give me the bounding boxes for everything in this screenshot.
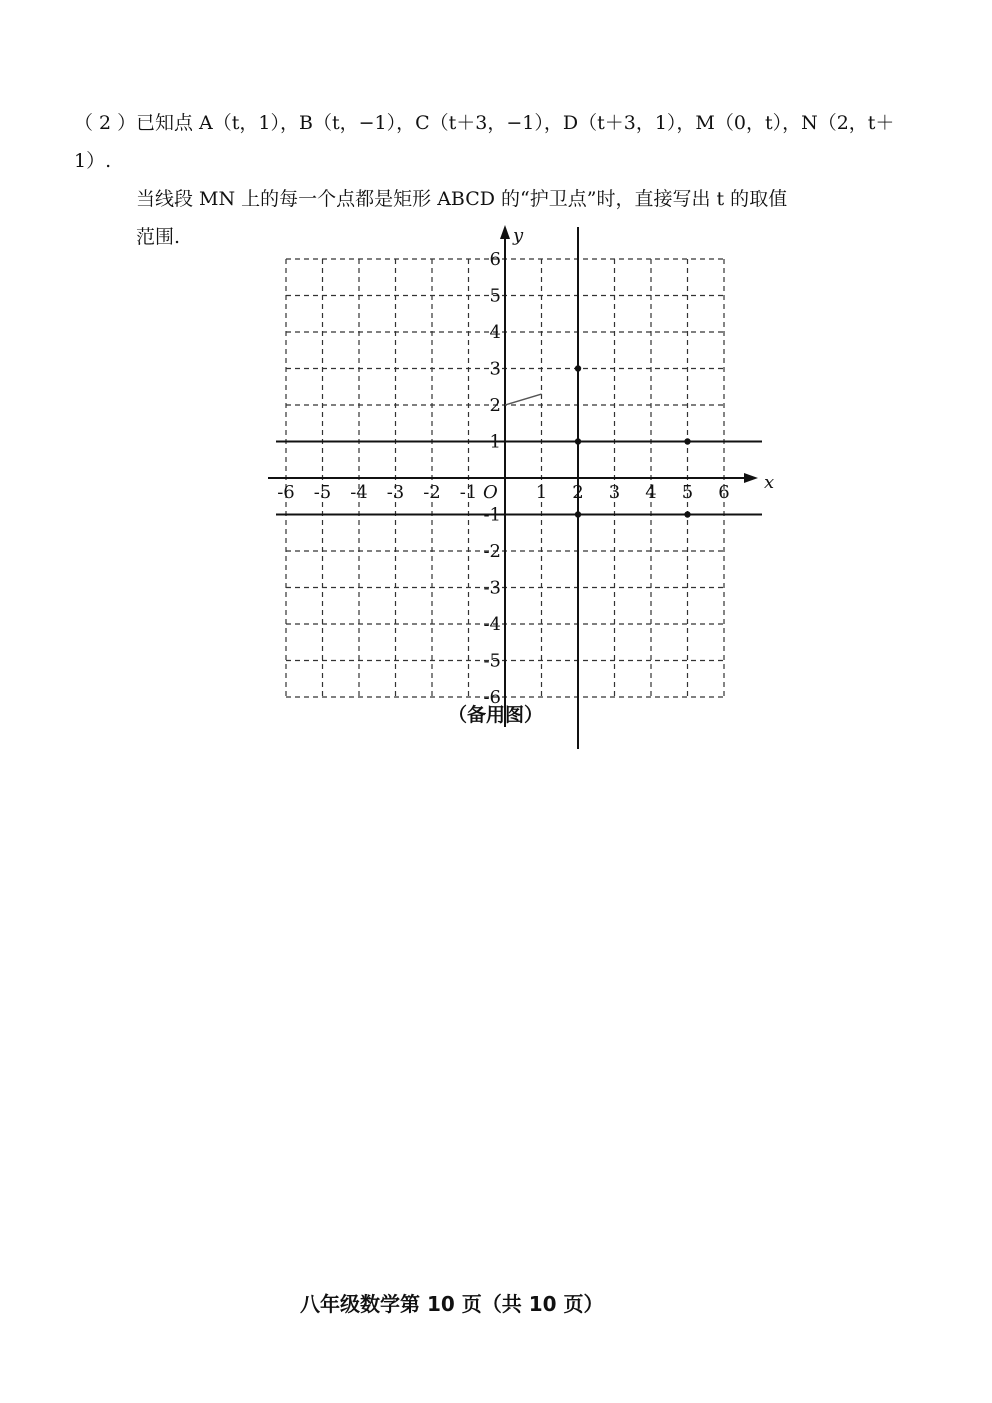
x-tick-label: 6	[718, 482, 730, 503]
y-tick-label: -2	[483, 541, 501, 562]
problem-text	[74, 104, 924, 256]
y-tick-label: -3	[483, 577, 501, 599]
x-tick-label: 1	[535, 482, 548, 503]
y-axis-label: y	[513, 225, 524, 246]
marked-point	[684, 511, 690, 517]
x-tick-label: 2	[572, 482, 584, 503]
marked-point	[684, 438, 690, 444]
x-tick-label: -5	[313, 482, 332, 503]
coordinate-grid	[250, 225, 780, 715]
x-tick-label: 4	[645, 482, 657, 503]
y-tick-label: -4	[483, 614, 501, 635]
y-tick-label: 5	[489, 285, 501, 307]
problem-line-1	[74, 104, 924, 180]
y-tick-label: -5	[483, 650, 501, 672]
x-tick-label: 3	[608, 482, 621, 503]
origin-label: O	[483, 482, 498, 503]
y-tick-label: 4	[489, 322, 501, 343]
y-tick-label: -6	[483, 687, 501, 708]
y-tick-label: 1	[489, 431, 501, 453]
marked-point	[575, 438, 581, 444]
problem-number: （ 2 ）	[74, 112, 137, 134]
y-tick-label: 3	[489, 358, 501, 380]
sketch-segment	[505, 394, 542, 405]
problem-line-2: 当线段 MN 上的每一个点都是矩形 ABCD 的“护卫点”时，直接写出 t 的取值	[136, 188, 788, 210]
marked-point	[575, 365, 581, 371]
y-tick-label: 6	[489, 249, 501, 270]
problem-line-3: 范围.	[136, 226, 181, 248]
marked-point	[575, 511, 581, 517]
x-tick-label: -1	[459, 482, 478, 503]
figure-caption: （备用图）	[448, 704, 544, 726]
x-tick-label: -6	[277, 482, 295, 503]
x-axis-label: x	[764, 472, 775, 493]
x-axis-arrow	[744, 473, 758, 483]
page-footer: 八年级数学第 10 页（共 10 页）	[300, 1292, 604, 1316]
x-tick-label: -4	[350, 482, 368, 503]
x-tick-label: -2	[423, 482, 441, 503]
problem-statement-1: 已知点 A（t，1），B（t，−1），C（t＋3，−1），D（t＋3，1），M（0，t），N（2，t＋1）.	[74, 112, 895, 172]
x-tick-label: 5	[681, 482, 694, 503]
x-tick-label: -3	[386, 482, 405, 503]
y-tick-label: 2	[489, 395, 501, 416]
y-tick-label: -1	[483, 504, 501, 526]
